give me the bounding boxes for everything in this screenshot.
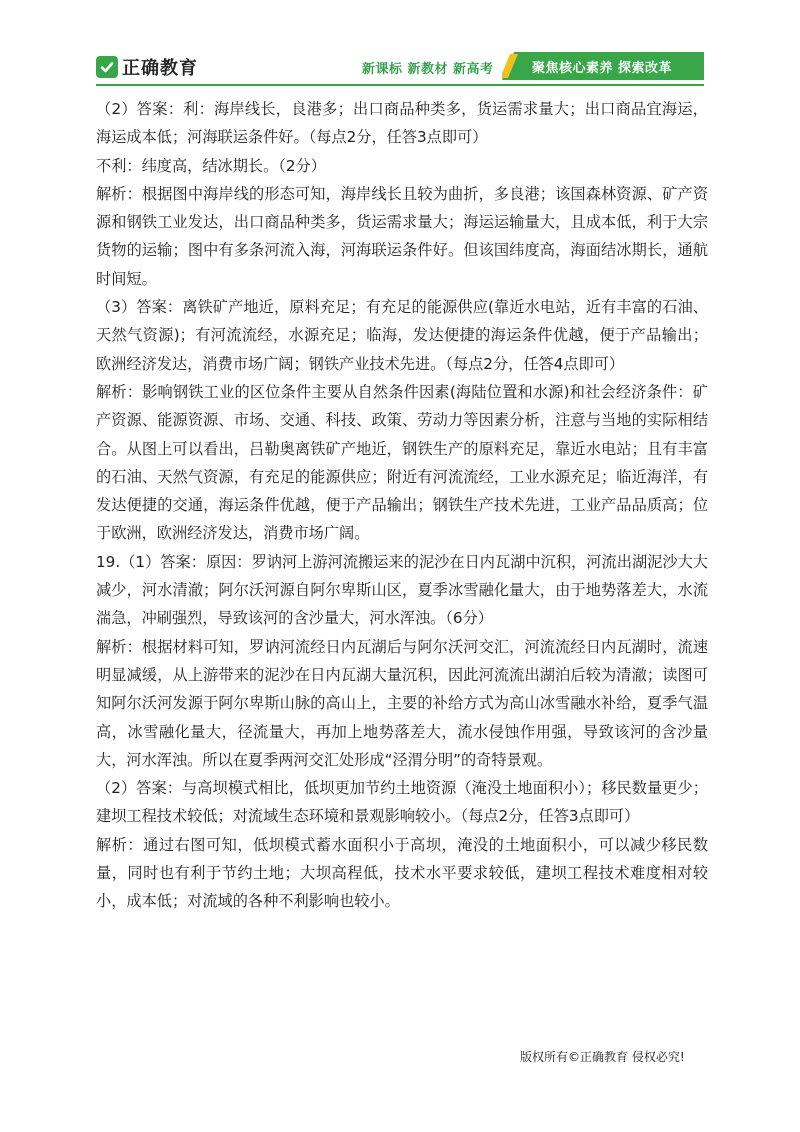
- paragraph: （3）答案：离铁矿产地近，原料充足；有充足的能源供应(靠近水电站，近有丰富的石油、天然气资源)；有河流流经，水源充足；临海，发达便捷的海运条件优越，便于产品输出；欧洲经济发达，消费市场广阔；钢铁产业技术先进。（每点2分，任答4点即可）: [96, 298, 708, 373]
- slogan-banner: [502, 52, 704, 80]
- paragraph: 解析：影响钢铁工业的区位条件主要从自然条件因素(海陆位置和水源)和社会经济条件：矿产资源、能源资源、市场、交通、科技、政策、劳动力等因素分析，注意与当地的实际相结合。从图上可以看出，吕勒奥离铁矿产地近，钢铁生产的原料充足，靠近水电站；且有丰富的石油、天然气资源，有充足的能源供应；附近有河流流经，工业水源充足；临近海洋，有发达便捷的交通，海运条件优越，便于产品输出；钢铁生产技术先进，工业产品品质高；位于欧洲，欧洲经济发达，消费市场广阔。: [96, 382, 708, 543]
- answer-content: [96, 95, 708, 916]
- paragraph: 解析：根据材料可知，罗讷河流经日内瓦湖后与阿尔沃河交汇，河流流经日内瓦湖时，流速明显减缓，从上游带来的泥沙在日内瓦湖大量沉积，因此河流流出湖泊后较为清澈；读图可知阿尔沃河发源于阿尔卑斯山脉的高山上，主要的补给方式为高山冰雪融水补给，夏季气温高，冰雪融化量大，径流量大，再加上地势落差大，流水侵蚀作用强，导致该河的含沙量大，河水浑浊。所以在夏季两河交汇处形成“泾渭分明”的奇特景观。: [96, 637, 708, 769]
- page-header: [0, 0, 800, 90]
- check-icon: [96, 56, 118, 78]
- paragraph: 解析：根据图中海岸线的形态可知，海岸线长且较为曲折，多良港；该国森林资源、矿产资源和钢铁工业发达，出口商品种类多，货运需求量大；海运运输量大，且成本低，利于大宗货物的运输；图中有多条河流入海，河海联运条件好。但该国纬度高，海面结冰期长，通航时间短。: [96, 184, 708, 288]
- paragraph: 不利：纬度高，结冰期长。（2分）: [96, 156, 326, 175]
- paragraph: 19.（1）答案：原因：罗讷河上游河流搬运来的泥沙在日内瓦湖中沉积，河流出湖泥沙大大减少，河水清澈；阿尔沃河源自阿尔卑斯山区，夏季冰雪融化量大，由于地势落差大，水流湍急，冲刷强烈，导致该河的含沙量大，河水浑浊。（6分）: [96, 552, 708, 628]
- slogan-right: 聚焦核心素养 探索改革: [532, 61, 673, 76]
- brand-logo: [96, 54, 198, 80]
- logo-text: 正确教育: [122, 58, 198, 79]
- paragraph: （2）答案：利：海岸线长，良港多；出口商品种类多，货运需求量大；出口商品宜海运，海运成本低；河海联运条件好。（每点2分，任答3点即可）: [96, 100, 708, 147]
- paragraph: 解析：通过右图可知，低坝模式蓄水面积小于高坝，淹没的土地面积小，可以减少移民数量，同时也有利于节约土地；大坝高程低，技术水平要求较低，建坝工程技术难度相对较小，成本低；对流域的各种不利影响也较小。: [96, 835, 708, 911]
- copyright-footer: 版权所有©正确教育 侵权必究!: [520, 1050, 685, 1064]
- slogan-left: 新课标 新教材 新高考: [362, 62, 494, 77]
- header-divider: [96, 84, 704, 86]
- paragraph: （2）答案：与高坝模式相比，低坝更加节约土地资源（淹没土地面积小）；移民数量更少；建坝工程技术较低；对流域生态环境和景观影响较小。（每点2分，任答3点即可）: [96, 779, 708, 826]
